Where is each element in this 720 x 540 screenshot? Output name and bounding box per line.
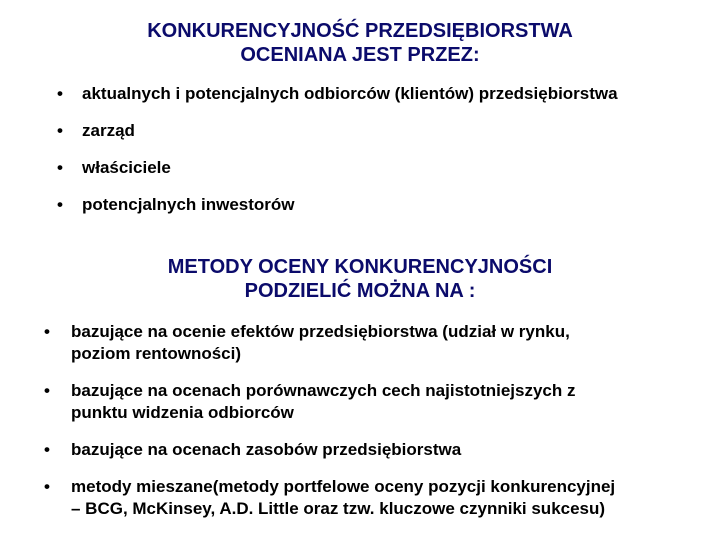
list-item-line-1: bazujące na ocenach porównawczych cech najistotniejszych z	[71, 381, 576, 400]
bullet-icon: •	[57, 84, 63, 103]
bullet-icon: •	[44, 381, 50, 400]
bullet-icon: •	[57, 158, 63, 177]
bullet-icon: •	[57, 121, 63, 140]
section-2-heading-line-1: METODY OCENY KONKURENCYJNOŚCI	[167, 256, 553, 278]
list-item-text: potencjalnych inwestorów	[82, 195, 295, 214]
list-item	[57, 195, 720, 215]
bullet-icon: •	[44, 322, 50, 341]
list-item-line-1: bazujące na ocenie efektów przedsiębiorstwa (udział w rynku,	[71, 322, 570, 341]
section-2-heading	[0, 255, 720, 303]
list-item	[57, 84, 720, 104]
section-1-list	[57, 84, 720, 215]
list-item-line-1: bazujące na ocenach zasobów przedsiębiorstwa	[71, 440, 462, 459]
section-1-heading-line-1: KONKURENCYJNOŚĆ PRZEDSIĘBIORSTWA	[147, 20, 573, 42]
list-item-line-1: metody mieszane(metody portfelowe oceny pozycji konkurencyjnej	[71, 477, 616, 496]
list-item-text: zarząd	[82, 121, 135, 140]
list-item-line-2: poziom rentowności)	[71, 344, 241, 363]
list-item-line-2: – BCG, McKinsey, A.D. Little oraz tzw. kluczowe czynniki sukcesu)	[71, 499, 606, 518]
list-item	[44, 439, 720, 461]
list-item-text: właściciele	[82, 158, 171, 177]
section-2-list	[44, 321, 720, 520]
list-item-text: aktualnych i potencjalnych odbiorców (klientów) przedsiębiorstwa	[82, 84, 618, 103]
list-item	[44, 380, 720, 424]
bullet-icon: •	[44, 440, 50, 459]
list-item-line-2: punktu widzenia odbiorców	[71, 403, 294, 422]
section-1-heading-line-2: OCENIANA JEST PRZEZ:	[240, 44, 480, 66]
list-item	[44, 321, 720, 365]
list-item	[57, 158, 720, 178]
bullet-icon: •	[44, 477, 50, 496]
list-item	[57, 121, 720, 141]
bullet-icon: •	[57, 195, 63, 214]
section-2-heading-line-2: PODZIELIĆ MOŻNA NA :	[244, 280, 476, 302]
list-item	[44, 476, 720, 520]
section-1-heading	[0, 19, 720, 67]
